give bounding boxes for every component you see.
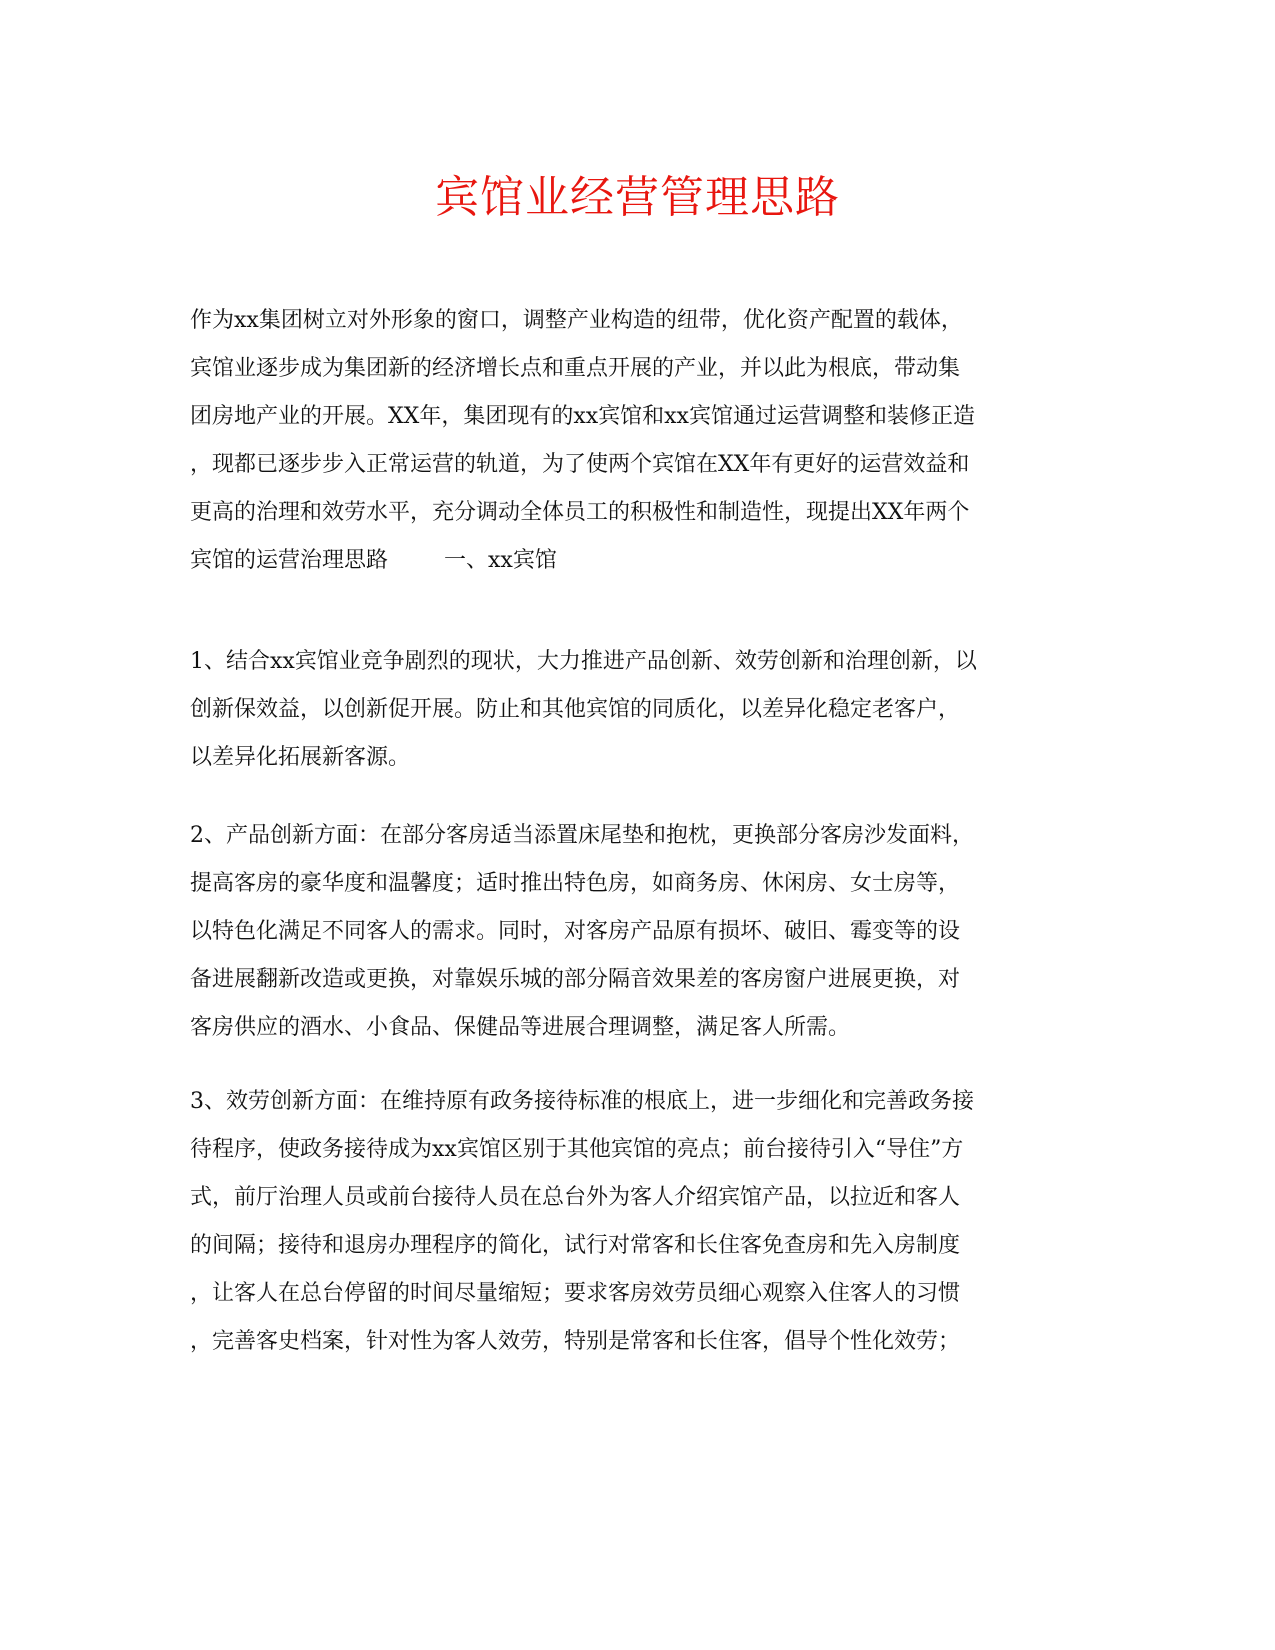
text-line xyxy=(190,537,1086,585)
text-line: 2、产品创新方面：在部分客房适当添置床尾垫和抱枕，更换部分客房沙发面料， xyxy=(190,823,974,848)
text-line: 待程序，使政务接待成为xx宾馆区别于其他宾馆的亮点；前台接待引入“导住”方 xyxy=(190,1137,964,1162)
text-line: 的间隔；接待和退房办理程序的简化，试行对常客和长住客免查房和先入房制度 xyxy=(190,1233,961,1258)
text-line: 团房地产业的开展。XX年，集团现有的xx宾馆和xx宾馆通过运营调整和装修正造 xyxy=(190,404,975,429)
text-line: 以特色化满足不同客人的需求。同时，对客房产品原有损坏、破旧、霉变等的设 xyxy=(190,919,961,944)
text-line: 1、结合xx宾馆业竞争剧烈的现状，大力推进产品创新、效劳创新和治理创新，以 xyxy=(190,649,977,674)
intro-last-line-text: 宾馆的运营治理思路 xyxy=(190,548,389,573)
text-line: 客房供应的酒水、小食品、保健品等进展合理调整，满足客人所需。 xyxy=(190,1015,851,1040)
paragraph-1 xyxy=(190,638,1086,782)
text-line: 创新保效益，以创新促开展。防止和其他宾馆的同质化，以差异化稳定老客户， xyxy=(190,697,961,722)
text-line: 更高的治理和效劳水平，充分调动全体员工的积极性和制造性，现提出XX年两个 xyxy=(190,500,970,525)
paragraph-2 xyxy=(190,812,1086,1052)
text-line: 宾馆业逐步成为集团新的经济增长点和重点开展的产业，并以此为根底，带动集 xyxy=(190,356,961,381)
document-title: 宾馆业经营管理思路 xyxy=(435,172,840,223)
intro-paragraph xyxy=(190,297,1086,585)
text-line: 式，前厅治理人员或前台接待人员在总台外为客人介绍宾馆产品，以拉近和客人 xyxy=(190,1185,961,1210)
text-line: 3、效劳创新方面：在维持原有政务接待标准的根底上，进一步细化和完善政务接 xyxy=(190,1089,974,1114)
section-heading: 一、xx宾馆 xyxy=(444,548,557,573)
text-line: 提高客房的豪华度和温馨度；适时推出特色房，如商务房、休闲房、女士房等， xyxy=(190,871,961,896)
text-line: 作为xx集团树立对外形象的窗口，调整产业构造的纽带，优化资产配置的载体， xyxy=(190,308,963,333)
text-line: ，完善客史档案，针对性为客人效劳，特别是常客和长住客，倡导个性化效劳； xyxy=(190,1329,961,1354)
text-line: ，让客人在总台停留的时间尽量缩短；要求客房效劳员细心观察入住客人的习惯 xyxy=(190,1281,961,1306)
paragraph-3 xyxy=(190,1078,1086,1366)
text-line: 以差异化拓展新客源。 xyxy=(190,745,411,770)
text-line: ，现都已逐步步入正常运营的轨道，为了使两个宾馆在XX年有更好的运营效益和 xyxy=(190,452,970,477)
text-line: 备进展翻新改造或更换，对靠娱乐城的部分隔音效果差的客房窗户进展更换，对 xyxy=(190,967,961,992)
